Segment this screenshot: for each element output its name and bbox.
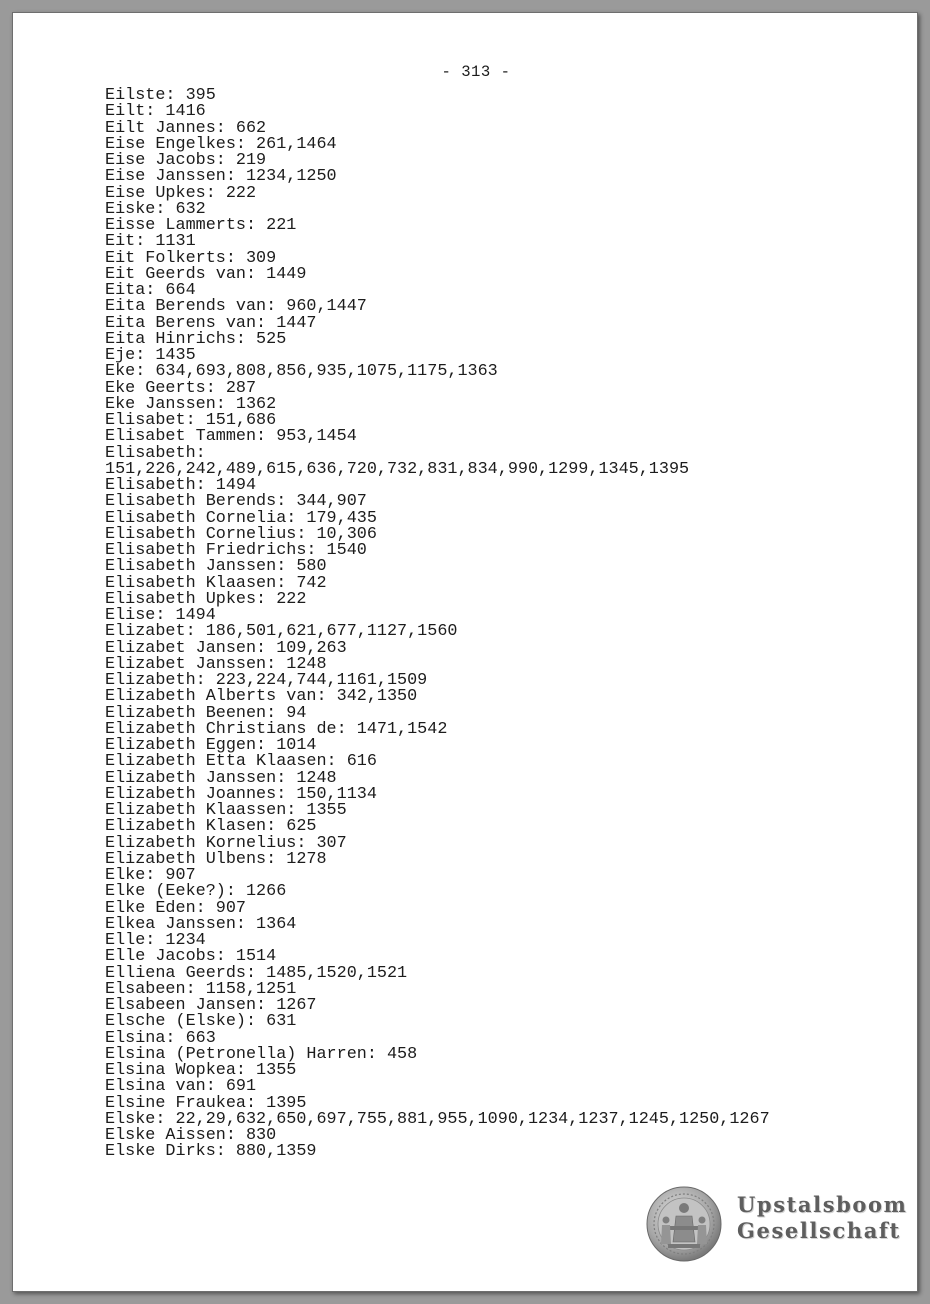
index-entry: Elke: 907 [105,866,196,885]
index-entry: Eise Jacobs: 219 [105,151,267,170]
index-entry: Elizabeth Kornelius: 307 [105,833,347,853]
index-entry: Eisse Lammerts: 221 [105,216,297,235]
index-entry: Eilt Jannes: 662 [105,118,267,138]
index-entry: Elisabeth: [105,443,206,463]
index-entry: Elle Jacobs: 1514 [105,947,277,967]
society-name-line2: Gesellschaft [737,1218,901,1243]
index-entry: Elsina: 663 [105,1028,216,1048]
index-entry: Elizabeth Janssen: 1248 [105,768,337,788]
index-entry: Elsabeen Jansen: 1267 [105,996,317,1015]
index-entry: Eita Berends van: 960,1447 [105,297,367,317]
index-entry: Elisabeth Upkes: 222 [105,589,307,609]
index-entry: Elisabeth Friedrichs: 1540 [105,541,367,560]
page-number: - 313 - [441,63,511,81]
index-entry-list [105,88,770,1161]
index-entry: Elizabeth Etta Klaasen: 616 [105,752,377,772]
index-entry: Elizabeth Joannes: 150,1134 [105,784,377,804]
index-entry: Eit: 1131 [105,232,196,252]
index-entry: Elsina (Petronella) Harren: 458 [105,1044,418,1064]
index-entry: Eit Folkerts: 309 [105,248,277,268]
seal-emblem-icon [646,1186,722,1262]
index-entry: Elsina Wopkea: 1355 [105,1061,297,1080]
index-entry: Elisabeth: 1494 [105,476,257,495]
index-entry: Eit Geerds van: 1449 [105,264,307,284]
index-entry: Elizabeth Christians de: 1471,1542 [105,719,448,739]
index-entry: Eje: 1435 [105,346,196,365]
index-entry: Elisabeth Janssen: 580 [105,557,327,577]
index-entry: Eiske: 632 [105,199,206,219]
index-entry: Elizabeth Ulbens: 1278 [105,849,327,869]
index-entry: Eke Janssen: 1362 [105,394,277,414]
society-logo [646,1186,908,1266]
index-entry: Eise Engelkes: 261,1464 [105,134,337,154]
index-entry: Eise Upkes: 222 [105,183,257,203]
index-entry: Eilste: 395 [105,86,216,105]
index-entry: Eita Hinrichs: 525 [105,329,287,349]
index-entry: Eke: 634,693,808,856,935,1075,1175,1363 [105,362,498,382]
index-entry: Elizabet Janssen: 1248 [105,654,327,674]
society-name-line1: Upstalsboom [737,1192,908,1217]
index-entry: Elsine Fraukea: 1395 [105,1093,307,1113]
index-entry: Elske: 22,29,632,650,697,755,881,955,1090,1234,1237,1245,1250,1267 [105,1109,770,1129]
index-entry: Elliena Geerds: 1485,1520,1521 [105,963,408,983]
society-name [737,1192,907,1244]
index-entry: Elisabeth Cornelius: 10,306 [105,524,377,544]
index-entry: Elsina van: 691 [105,1077,257,1097]
index-entry: Elizabeth Eggen: 1014 [105,736,317,755]
index-entry: 151,226,242,489,615,636,720,732,831,834,990,1299,1345,1395 [105,459,690,479]
index-entry: Elisabeth Klaasen: 742 [105,573,327,593]
index-entry: Elizabeth: 223,224,744,1161,1509 [105,671,428,690]
index-entry: Elke (Eeke?): 1266 [105,882,287,902]
index-entry: Elske Aissen: 830 [105,1126,277,1145]
index-entry: Eilt: 1416 [105,102,206,122]
index-entry: Elizabeth Beenen: 94 [105,703,307,723]
index-entry: Elisabet Tammen: 953,1454 [105,427,357,447]
index-entry: Elsabeen: 1158,1251 [105,979,297,999]
index-entry: Elizabeth Alberts van: 342,1350 [105,687,418,707]
index-entry: Elske Dirks: 880,1359 [105,1142,317,1162]
index-entry: Elizabet Jansen: 109,263 [105,638,347,658]
index-entry: Elizabet: 186,501,621,677,1127,1560 [105,622,458,642]
index-entry: Elisabet: 151,686 [105,411,277,430]
index-entry: Elizabeth Klasen: 625 [105,817,317,837]
index-entry: Eita Berens van: 1447 [105,313,317,333]
index-entry: Elle: 1234 [105,931,206,950]
index-entry: Eke Geerts: 287 [105,378,257,398]
index-entry: Elisabeth Cornelia: 179,435 [105,508,377,528]
index-entry: Eita: 664 [105,281,196,300]
index-entry: Elise: 1494 [105,606,216,625]
index-entry: Elizabeth Klaassen: 1355 [105,801,347,820]
index-entry: Elkea Janssen: 1364 [105,914,297,934]
index-entry: Elke Eden: 907 [105,898,246,918]
index-entry: Elisabeth Berends: 344,907 [105,492,367,512]
index-entry: Eise Janssen: 1234,1250 [105,167,337,187]
index-entry: Elsche (Elske): 631 [105,1012,297,1032]
